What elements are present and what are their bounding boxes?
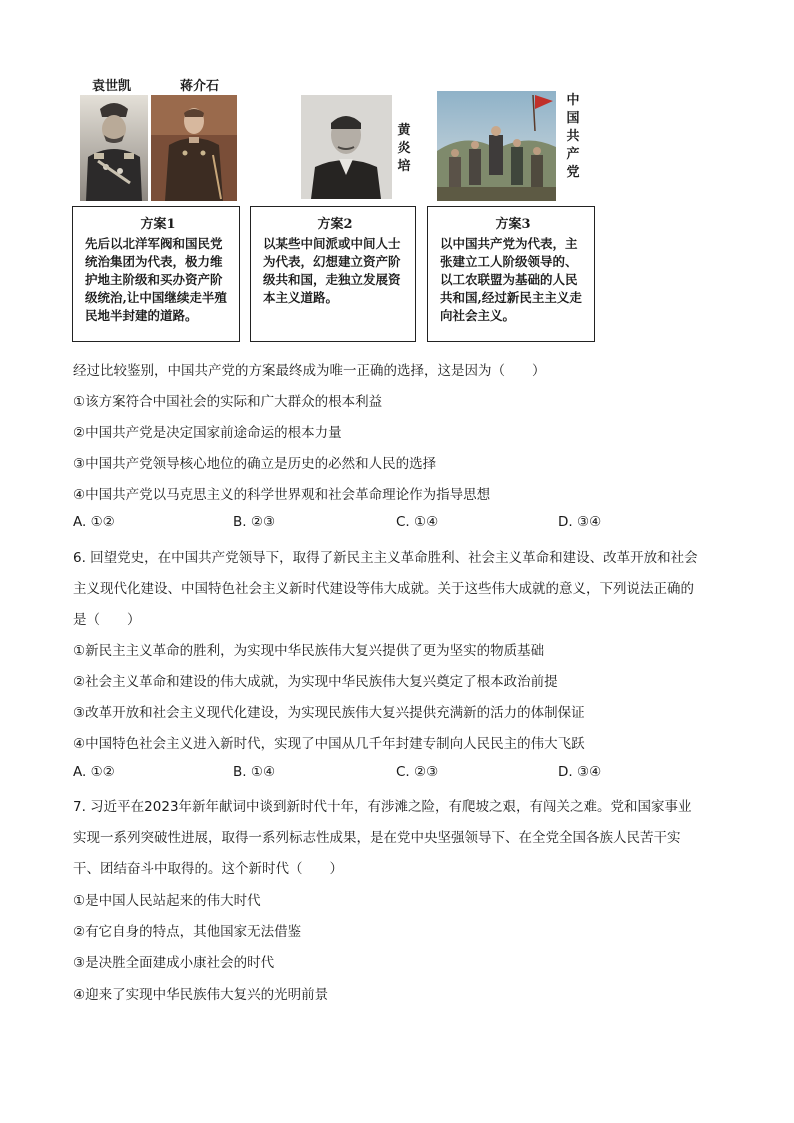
q7-item-2: ②有它自身的特点，其他国家无法借鉴 <box>73 924 302 940</box>
portrait-yuan-shikai <box>80 95 148 201</box>
q6-option-d: D. ③④ <box>558 764 602 780</box>
plan-body: 以某些中间派或中间人士为代表，幻想建立资产阶级共和国，走独立发展资本主义道路。 <box>263 236 401 305</box>
q6-item-2: ②社会主义革命和建设的伟大成就，为实现中华民族伟大复兴奠定了根本政治前提 <box>73 674 558 690</box>
caption-ccp: 中国共产党 <box>566 93 580 180</box>
q6-item-3: ③改革开放和社会主义现代化建设，为实现民族伟大复兴提供充满新的活力的体制保证 <box>73 705 585 721</box>
portrait-huang-yanpei <box>301 95 392 199</box>
plan-body: 以中国共产党为代表，主张建立工人阶级领导的、以工农联盟为基础的人民共和国,经过新民主主义走向社会主义。 <box>440 236 582 323</box>
q6-option-c: C. ②③ <box>396 764 439 780</box>
q6-option-b: B. ①④ <box>233 764 276 780</box>
q7-item-3: ③是决胜全面建成小康社会的时代 <box>73 955 275 971</box>
q5-option-d: D. ③④ <box>558 514 602 530</box>
q7-item-1: ①是中国人民站起来的伟大时代 <box>73 893 261 909</box>
q6-stem-line-3: 是（ ） <box>73 612 141 628</box>
q7-stem-line-2: 实现一系列突破性进展，取得一系列标志性成果，是在党中央坚强领导下、在全党全国各族人民苦干实 <box>73 830 681 846</box>
portrait-chiang-kai-shek <box>151 95 237 201</box>
plan-box-1 <box>72 206 240 342</box>
caption-yuan-shikai: 袁世凯 <box>92 79 132 94</box>
q5-option-a: A. ①② <box>73 514 115 530</box>
q5-option-b: B. ②③ <box>233 514 276 530</box>
plan-body: 先后以北洋军阀和国民党统治集团为代表，极力维护地主阶级和买办资产阶级统治,让中国继续走半殖民地半封建的道路。 <box>85 236 227 323</box>
q6-stem-line-2: 主义现代化建设、中国特色社会主义新时代建设等伟大成就。关于这些伟大成就的意义，下列说法正确的 <box>73 581 694 597</box>
plan-title: 方案1 <box>140 217 176 232</box>
q6-stem-line-1: 6. 回望党史，在中国共产党领导下，取得了新民主主义革命胜利、社会主义革命和建设、改革开放和社会 <box>73 550 698 566</box>
q6-option-a: A. ①② <box>73 764 115 780</box>
plan-box-3 <box>427 206 595 342</box>
q7-stem-line-1: 7. 习近平在2023年新年献词中谈到新时代十年，有涉滩之险，有爬坡之艰，有闯关之难。党和国家事业 <box>73 799 692 815</box>
q6-item-1: ①新民主主义革命的胜利，为实现中华民族伟大复兴提供了更为坚实的物质基础 <box>73 643 545 659</box>
q5-item-2: ②中国共产党是决定国家前途命运的根本力量 <box>73 425 342 441</box>
plan-title: 方案2 <box>317 217 353 232</box>
q6-item-4: ④中国特色社会主义进入新时代，实现了中国从几千年封建专制向人民民主的伟大飞跃 <box>73 736 585 752</box>
q7-stem-line-3: 干、团结奋斗中取得的。这个新时代（ ） <box>73 861 343 877</box>
plan-title: 方案3 <box>495 217 531 232</box>
q5-option-c: C. ①④ <box>396 514 439 530</box>
caption-chiang-kai-shek: 蒋介石 <box>180 79 220 94</box>
painting-ccp-leaders <box>437 91 556 201</box>
plan-box-2 <box>250 206 416 342</box>
q5-item-3: ③中国共产党领导核心地位的确立是历史的必然和人民的选择 <box>73 456 437 472</box>
q5-item-1: ①该方案符合中国社会的实际和广大群众的根本利益 <box>73 394 383 410</box>
caption-huang-yanpei: 黄炎培 <box>397 123 411 174</box>
q5-item-4: ④中国共产党以马克思主义的科学世界观和社会革命理论作为指导思想 <box>73 487 491 503</box>
q7-item-4: ④迎来了实现中华民族伟大复兴的光明前景 <box>73 987 329 1003</box>
q5-stem: 经过比较鉴别，中国共产党的方案最终成为唯一正确的选择，这是因为（ ） <box>73 363 546 379</box>
